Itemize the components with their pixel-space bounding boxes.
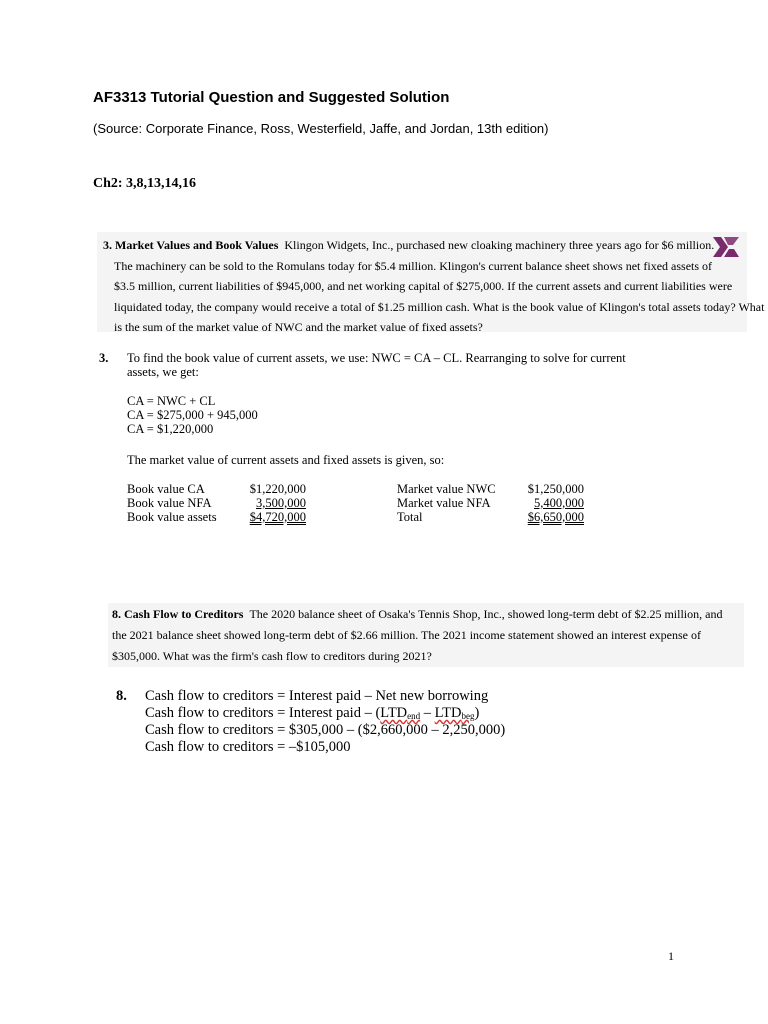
solution-3-text: The market value of current assets and fixed assets is given, so: xyxy=(127,453,445,467)
solution-3-text: assets, we get: xyxy=(127,365,199,379)
ltd-label: LTD xyxy=(380,705,408,721)
question-3-line: Klingon Widgets, Inc., purchased new cloaking machinery three years ago for $6 million. xyxy=(284,238,715,252)
question-3-box xyxy=(97,232,765,334)
market-value-total: $6,650,000 xyxy=(527,510,584,524)
book-value-amount: 3,500,000 xyxy=(256,496,306,510)
question-8-box xyxy=(108,603,744,667)
market-value-amount: $1,250,000 xyxy=(527,482,584,496)
question-8-line: the 2021 balance sheet showed long-term debt of $2.66 million. The 2021 income statement showed an interest expense of xyxy=(112,628,701,642)
market-value-label: Market value NWC xyxy=(397,482,496,496)
solution-3-equation: CA = $1,220,000 xyxy=(127,422,214,436)
beg-subscript: beg xyxy=(461,711,475,721)
solution-8-text: – xyxy=(420,705,435,721)
question-8-line: The 2020 balance sheet of Osaka's Tennis Shop, Inc., showed long-term debt of $2.25 million, and xyxy=(249,607,723,621)
book-value-label: Book value CA xyxy=(127,482,205,496)
question-3-line: The machinery can be sold to the Romulans today for $5.4 million. Klingon's current balance sheet shows net fixed assets of xyxy=(114,258,713,273)
market-value-label: Market value NFA xyxy=(397,496,491,510)
solution-8-line: Cash flow to creditors = $305,000 – ($2,660,000 – 2,250,000) xyxy=(145,722,506,738)
solution-3-number: 3. xyxy=(99,351,109,365)
market-value-amount: 5,400,000 xyxy=(534,496,584,510)
solution-8-line: Cash flow to creditors = –$105,000 xyxy=(145,739,351,755)
source-citation: (Source: Corporate Finance, Ross, Westerfield, Jaffe, and Jordan, 13th edition) xyxy=(93,121,549,136)
question-3-line: is the sum of the market value of NWC and the market value of fixed assets? xyxy=(114,320,483,334)
end-subscript: end xyxy=(407,711,421,721)
book-value-label: Book value assets xyxy=(127,510,217,524)
solution-3-text: To find the book value of current assets, we use: NWC = CA – CL. Rearranging to solve for current xyxy=(127,351,626,365)
ltd-end-term xyxy=(380,705,420,721)
book-value-amount: $1,220,000 xyxy=(249,482,306,496)
solution-3-equation: CA = $275,000 + 945,000 xyxy=(127,408,258,422)
question-8-line: $305,000. What was the firm's cash flow to creditors during 2021? xyxy=(112,649,432,663)
solution-8-text: ) xyxy=(474,705,480,721)
document-title: AF3313 Tutorial Question and Suggested Solution xyxy=(93,89,450,106)
question-3-line: $3.5 million, current liabilities of $945,000, and net working capital of $275,000. If the current assets and current liabilities were xyxy=(114,279,733,293)
question-3-heading: 3. Market Values and Book Values xyxy=(103,238,279,252)
solution-3-equation: CA = NWC + CL xyxy=(127,394,216,408)
question-3-line: liquidated today, the company would receive a total of $1.25 million cash. What is the book value of Klingon's total assets today? What xyxy=(114,299,765,314)
ltd-beg-term xyxy=(435,705,475,721)
solution-8-number: 8. xyxy=(116,688,127,704)
question-8-heading: 8. Cash Flow to Creditors xyxy=(112,607,244,621)
book-value-label: Book value NFA xyxy=(127,496,212,510)
page-number: 1 xyxy=(668,949,674,963)
x-logo-icon xyxy=(712,235,740,259)
chapter-heading: Ch2: 3,8,13,14,16 xyxy=(93,176,197,191)
solution-8-text: Cash flow to creditors = Interest paid – ( xyxy=(145,705,381,721)
ltd-label: LTD xyxy=(434,705,462,721)
market-value-label: Total xyxy=(397,510,423,524)
solution-8-line: Cash flow to creditors = Interest paid – Net new borrowing xyxy=(145,688,489,704)
book-value-total: $4,720,000 xyxy=(249,510,306,524)
